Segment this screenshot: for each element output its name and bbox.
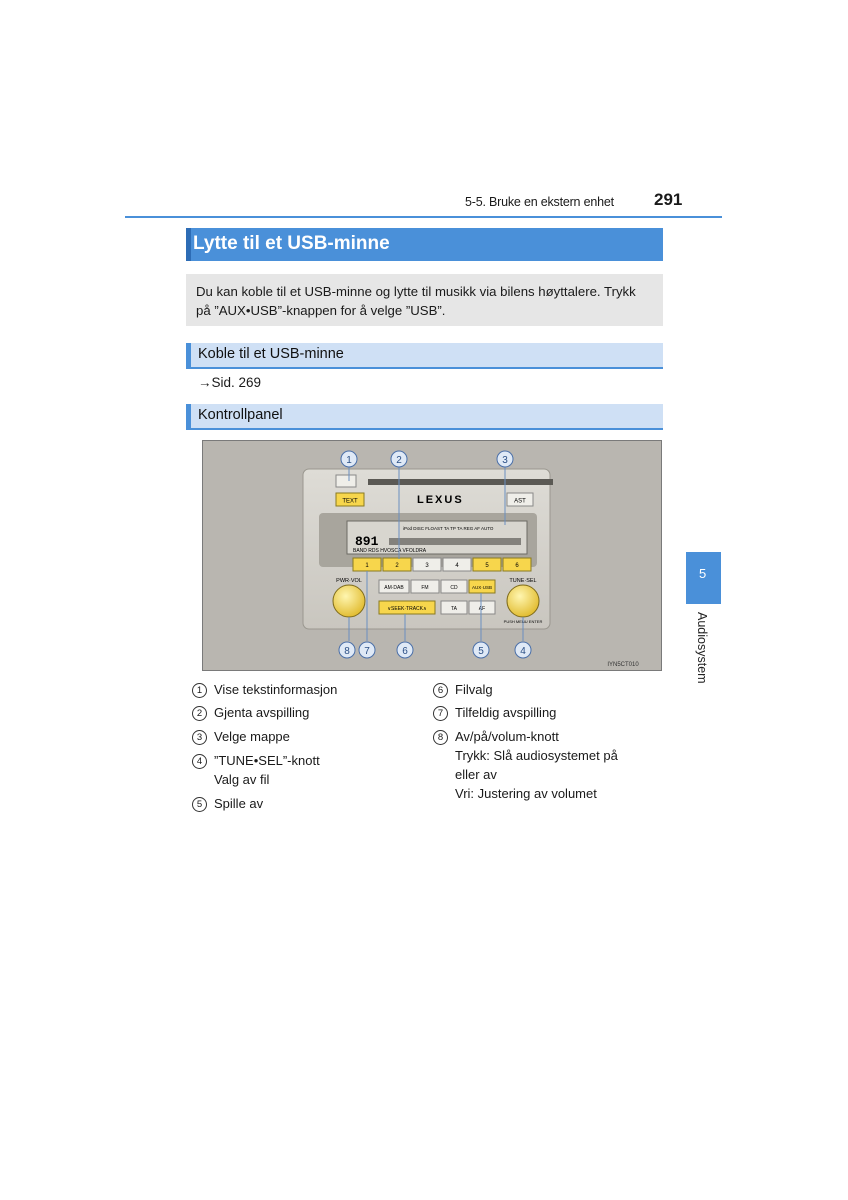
pwr-vol-knob — [333, 585, 365, 617]
callout-1-label: 1 — [346, 455, 352, 466]
figure-code: IYN5CT010 — [607, 662, 639, 668]
legend-num-2: 2 — [192, 706, 207, 721]
legend-num-1: 1 — [192, 683, 207, 698]
legend-item-4 — [192, 751, 320, 789]
header-rule — [125, 216, 722, 218]
page-title: Lytte til et USB-minne — [193, 233, 390, 254]
callout-7-label: 7 — [364, 646, 370, 657]
af-label: AF — [478, 606, 486, 612]
legend-label-8: Av/på/volum-knott — [455, 729, 559, 744]
legend-label-4: ”TUNE•SEL”-knott — [214, 753, 320, 768]
callout-8-label: 8 — [344, 646, 350, 657]
callout-6-label: 6 — [402, 646, 408, 657]
legend-num-8: 8 — [433, 730, 448, 745]
pwr-vol-label: PWR·VOL — [336, 578, 362, 584]
callout-2-label: 2 — [396, 455, 402, 466]
chapter-tab — [686, 552, 721, 604]
section-heading-connect — [186, 343, 663, 369]
legend-num-5: 5 — [192, 797, 207, 812]
preset-5-label: 5 — [485, 563, 489, 569]
legend-sub-8b: eller av — [455, 767, 497, 782]
brand-logo: LEXUS — [417, 494, 464, 506]
callout-5-label: 5 — [478, 646, 484, 657]
tune-sel-knob — [507, 585, 539, 617]
display-segments — [389, 538, 521, 545]
aux-usb-label: AUX·USB — [471, 585, 493, 590]
legend-label-1: Vise tekstinformasjon — [214, 682, 338, 697]
section-heading-control-panel — [186, 404, 663, 430]
chapter-tab-number: 5 — [699, 566, 707, 581]
display-top-line: iPod DISC FLOAST TA TP TA REG AF AUTO — [403, 526, 494, 531]
section-heading-control-panel-label: Kontrollpanel — [198, 407, 283, 423]
legend-item-8 — [433, 727, 618, 803]
fm-label: FM — [421, 585, 429, 591]
display-bottom-line: BAND RDS HVOSCA VFOLDRA — [353, 548, 427, 554]
legend-item-6 — [433, 680, 493, 699]
legend-label-7: Tilfeldig avspilling — [455, 705, 557, 720]
legend-item-2 — [192, 703, 309, 722]
audio-panel-illustration — [203, 441, 661, 670]
callout-4-label: 4 — [520, 646, 526, 657]
preset-1-label: 1 — [365, 563, 369, 569]
section-heading-connect-label: Koble til et USB-minne — [198, 346, 344, 362]
cd-label: CD — [450, 585, 458, 591]
legend-label-6: Filvalg — [455, 682, 493, 697]
legend-num-7: 7 — [433, 706, 448, 721]
page-number: 291 — [654, 190, 683, 209]
legend-sub-8a: Trykk: Slå audiosystemet på — [455, 748, 618, 763]
seek-track-label: ∨SEEK·TRACK∧ — [387, 606, 427, 612]
preset-3-label: 3 — [425, 563, 429, 569]
legend-label-3: Velge mappe — [214, 729, 290, 744]
legend-item-3 — [192, 727, 290, 746]
legend-num-6: 6 — [433, 683, 448, 698]
eject-button — [336, 475, 356, 487]
legend-item-1 — [192, 680, 337, 699]
legend-label-2: Gjenta avspilling — [214, 705, 310, 720]
preset-6-label: 6 — [515, 563, 519, 569]
legend-sub-4: Valg av fil — [214, 772, 270, 787]
preset-4-label: 4 — [455, 563, 459, 569]
intro-box: Du kan koble til et USB-minne og lytte til musikk via bilens høyttalere. Trykk på ”AUX•USB”-knappen for å velge ”USB”. — [186, 274, 663, 326]
legend-sub-8c: Vri: Justering av volumet — [455, 786, 597, 801]
legend-item-7 — [433, 703, 556, 722]
control-panel-figure — [202, 440, 662, 671]
legend-label-5: Spille av — [214, 796, 264, 811]
ast-button-label: AST — [514, 498, 526, 505]
callout-3-label: 3 — [502, 455, 508, 466]
preset-2-label: 2 — [395, 563, 399, 569]
ta-label: TA — [450, 606, 458, 612]
page-reference: →Sid. 269 — [198, 375, 262, 390]
display-main: 891 — [355, 534, 379, 549]
am-dab-label: AM·DAB — [384, 585, 404, 591]
text-button-label: TEXT — [342, 498, 358, 505]
chapter-tab-label: Audiosystem — [695, 612, 709, 684]
legend-num-4: 4 — [192, 754, 207, 769]
chapter-section-title: 5-5. Bruke en ekstern enhet — [465, 195, 614, 209]
menu-enter-label: PUSH MENU ENTER — [503, 619, 543, 624]
cd-slot — [368, 479, 553, 485]
legend-num-3: 3 — [192, 730, 207, 745]
tune-sel-label: TUNE·SEL — [509, 578, 537, 584]
page-title-bar — [186, 228, 663, 261]
legend-item-5 — [192, 794, 263, 813]
